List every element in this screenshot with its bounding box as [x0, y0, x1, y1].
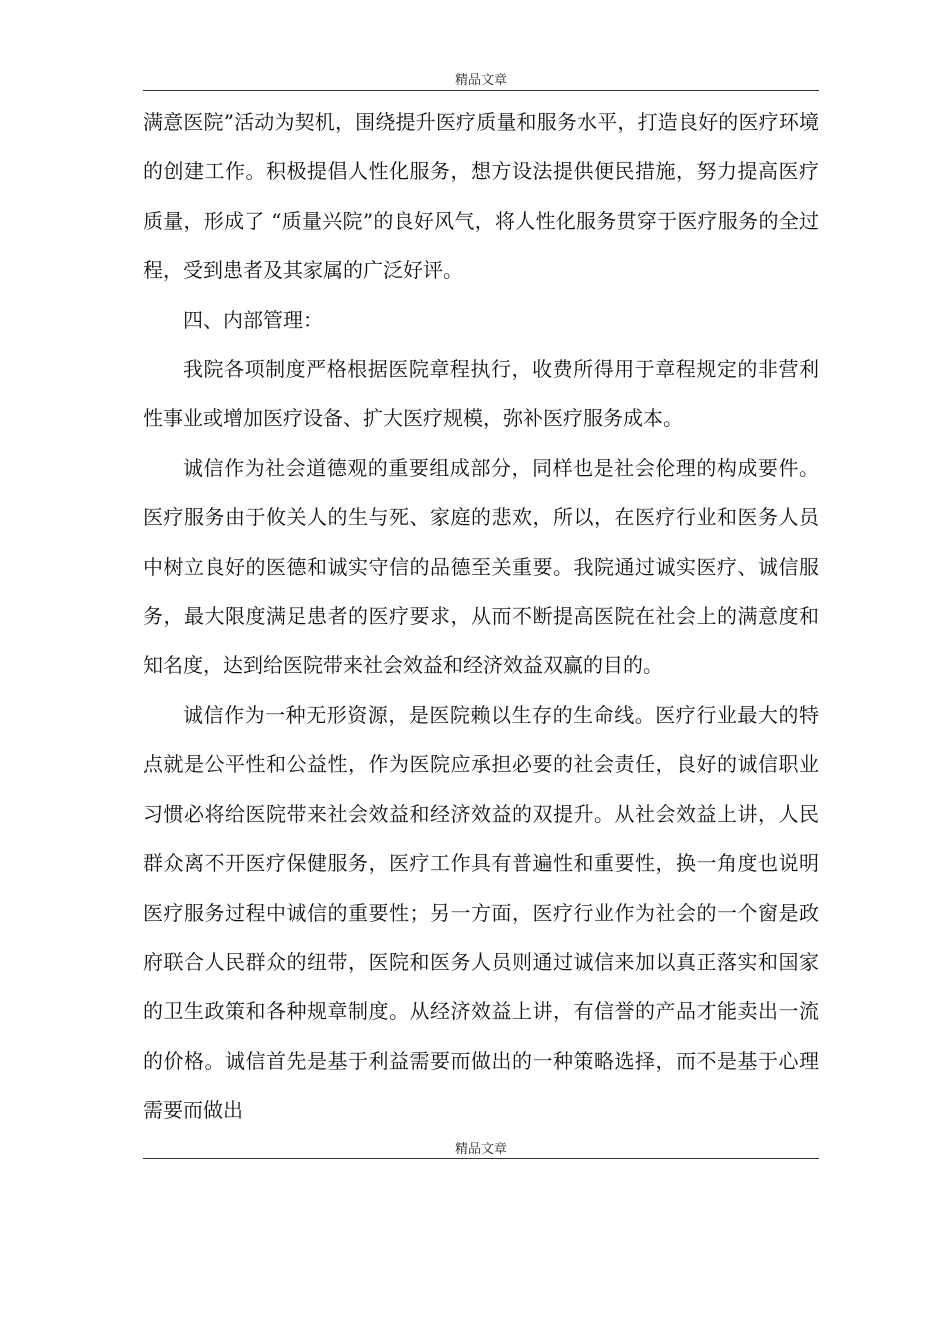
section-heading: 四、内部管理：: [183, 307, 323, 332]
page-header: 精品文章: [454, 73, 507, 88]
header-rule: [143, 90, 819, 91]
paragraph-management: 我院各项制度严格根据医院章程执行，收费所得用于章程规定的非营利性事业或增加医疗设备、扩大医疗规模，弥补医疗服务成本。: [143, 357, 819, 431]
paragraph-integrity-resource: 诚信作为一种无形资源，是医院赖以生存的生命线。医疗行业最大的特点就是公平性和公益性，作为医院应承担必要的社会责任，良好的诚信职业习惯必将给医院带来社会效益和经济效益的双提升。从社会效益上讲，人民群众离不开医疗保健服务，医疗工作具有普遍性和重要性，换一角度也说明医疗服务过程中诚信的重要性；另一方面，医疗行业作为社会的一个窗是政府联合人民群众的纽带，医院和医务人员则通过诚信来加以真正落实和国家的卫生政策和各种规章制度。从经济效益上讲，有信誉的产品才能卖出一流的价格。诚信首先是基于利益需要而做出的一种策略选择，而不是基于心理需要而做出: [143, 702, 819, 1123]
footer-rule: [143, 1158, 819, 1159]
document-body: [143, 98, 819, 1136]
paragraph-integrity-ethics: 诚信作为社会道德观的重要组成部分，同样也是社会伦理的构成要件。医疗服务由于攸关人的生与死、家庭的悲欢，所以，在医疗行业和医务人员中树立良好的医德和诚实守信的品德至关重要。我院通过诚实医疗、诚信服务，最大限度满足患者的医疗要求，从而不断提高医院在社会上的满意度和知名度，达到给医院带来社会效益和经济效益双赢的目的。: [143, 455, 819, 678]
page-footer: 精品文章: [454, 1142, 507, 1157]
paragraph-continuation: 满意医院”活动为契机，围绕提升医疗质量和服务水平，打造良好的医疗环境的创建工作。积极提倡人性化服务，想方设法提供便民措施，努力提高医疗质量，形成了 “质量兴院”的良好风气，将人性化服务贯穿于医疗服务的全过程，受到患者及其家属的广泛好评。: [143, 110, 819, 283]
